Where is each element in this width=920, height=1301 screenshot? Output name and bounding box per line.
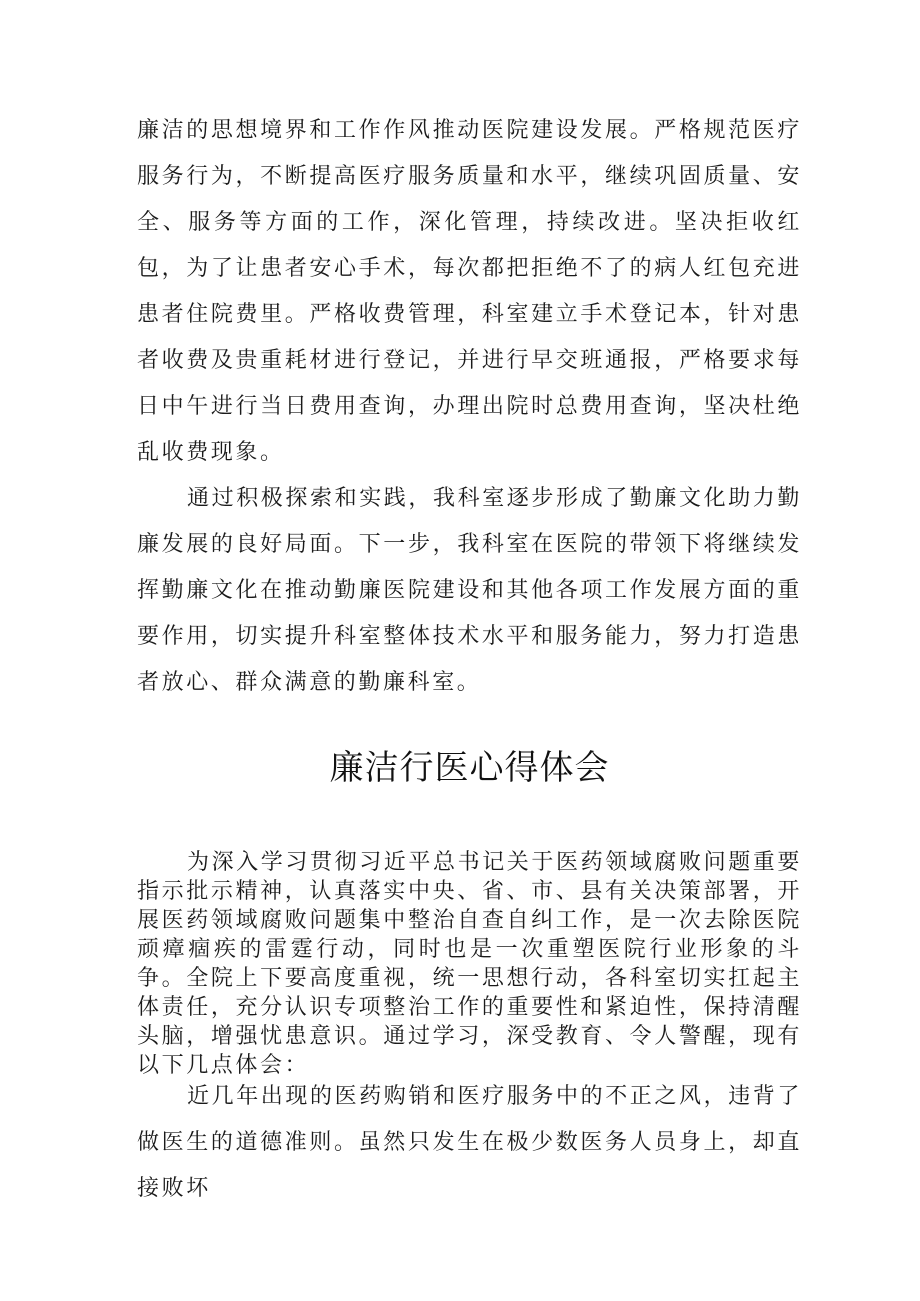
- article-body: [137, 1074, 802, 1212]
- article-intro: [137, 848, 802, 1080]
- article-header: [137, 740, 802, 789]
- body-paragraph: 为深入学习贯彻习近平总书记关于医药领域腐败问题重要指示批示精神，认真落实中央、省、市、县有关决策部署，开展医药领域腐败问题集中整治自查自纠工作，是一次去除医院顽瘴痼疾的雷霆行动，同时也是一次重塑医院行业形象的斗争。全院上下要高度重视，统一思想行动，各科室切实扛起主体责任，充分认识专项整治工作的重要性和紧迫性，保持清醒头脑，增强忧患意识。通过学习，深受教育、令人警醒，现有以下几点体会：: [137, 850, 803, 1078]
- body-paragraph: 廉洁的思想境界和工作作风推动医院建设发展。严格规范医疗服务行为，不断提高医疗服务质量和水平，继续巩固质量、安全、服务等方面的工作，深化管理，持续改进。坚决拒收红包，为了让患者安心手术，每次都把拒绝不了的病人红包充进患者住院费里。严格收费管理，科室建立手术登记本，针对患者收费及贵重耗材进行登记，并进行早交班通报，严格要求每日中午进行当日费用查询，办理出院时总费用查询，坚决杜绝乱收费现象。: [137, 118, 802, 465]
- body-paragraph: 通过积极探索和实践，我科室逐步形成了勤廉文化助力勤廉发展的良好局面。下一步，我科室在医院的带领下将继续发挥勤廉文化在推动勤廉医院建设和其他各项工作发展方面的重要作用，切实提升科室整体技术水平和服务能力，努力打造患者放心、群众满意的勤廉科室。: [137, 486, 803, 695]
- body-paragraph: 近几年出现的医药购销和医疗服务中的不正之风，违背了做医生的道德准则。虽然只发生在极少数医务人员身上，却直接败坏: [137, 1084, 803, 1201]
- previous-section: [137, 108, 802, 706]
- article-title: 廉洁行医心得体会: [329, 748, 610, 788]
